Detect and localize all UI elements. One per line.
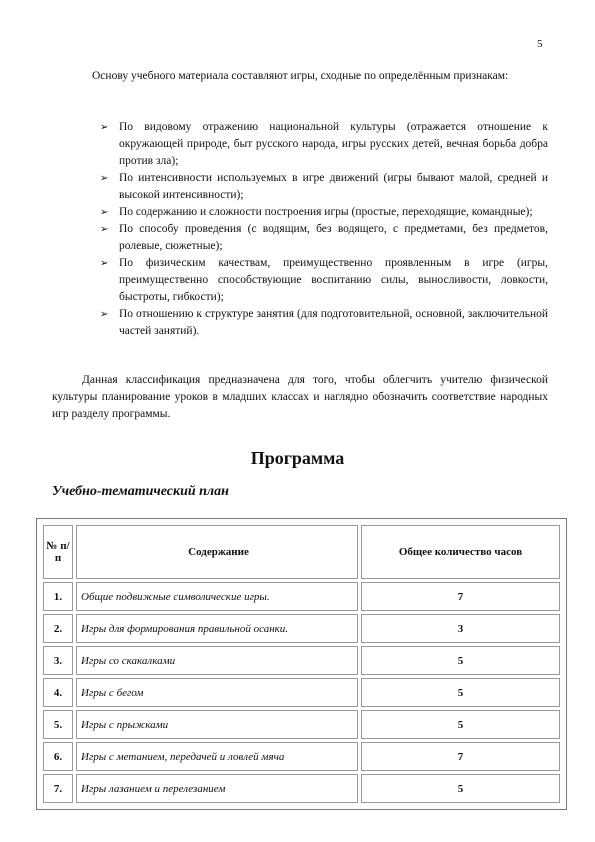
row-number: 1. <box>43 582 73 611</box>
row-hours: 5 <box>361 774 560 803</box>
row-hours: 7 <box>361 742 560 771</box>
list-item-text: По отношению к структуре занятия (для подготовительной, основной, заключительной частей занятий). <box>119 308 548 337</box>
row-number: 6. <box>43 742 73 771</box>
arrowhead-bullet-icon: ➢ <box>100 309 109 320</box>
page-number: 5 <box>537 38 543 50</box>
list-item-text: По видовому отражению национальной культуры (отражается отношение к окружающей природе, быт русского народа, игры русских детей, вечная борьба добра против зла); <box>119 121 548 167</box>
table-row <box>43 582 560 611</box>
list-item-text: По интенсивности используемых в игре движений (игры бывают малой, средней и высокой интенсивности); <box>119 172 548 201</box>
row-content: Игры с бегом <box>76 678 358 707</box>
table-row <box>43 710 560 739</box>
row-content: Игры с метанием, передачей и ловлей мяча <box>76 742 358 771</box>
intro-paragraph: Основу учебного материала составляют игры, сходные по определённым признакам: <box>92 70 509 82</box>
header-content: Содержание <box>76 525 358 579</box>
row-content: Общие подвижные символические игры. <box>76 582 358 611</box>
row-content: Игры лазанием и перелезанием <box>76 774 358 803</box>
arrowhead-bullet-icon: ➢ <box>100 224 109 235</box>
arrowhead-bullet-icon: ➢ <box>100 207 109 218</box>
classification-list <box>100 119 548 340</box>
section-subtitle: Учебно-тематический план <box>52 484 229 499</box>
row-number: 2. <box>43 614 73 643</box>
row-content: Игры со скакалками <box>76 646 358 675</box>
list-item-text: По физическим качествам, преимущественно проявленным в игре (игры, преимущественно способствующие воспитанию силы, выносливости, ловкости, быстроты, гибкости); <box>119 257 548 303</box>
table-row <box>43 774 560 803</box>
list-item-text: По способу проведения (с водящим, без водящего, с предметами, без предметов, ролевые, сюжетные); <box>119 223 548 252</box>
arrowhead-bullet-icon: ➢ <box>100 258 109 269</box>
row-hours: 5 <box>361 646 560 675</box>
row-number: 3. <box>43 646 73 675</box>
closing-paragraph: Данная классификация предназначена для того, чтобы облегчить учителю физической культуры планирование уроков в младших классах и наглядно обозначить соответствие народных игр разделу программы. <box>52 374 548 420</box>
table-row <box>43 646 560 675</box>
list-item <box>100 255 548 306</box>
table-row <box>43 678 560 707</box>
list-item <box>100 170 548 204</box>
header-hours: Общее количество часов <box>361 525 560 579</box>
curriculum-table <box>40 522 563 806</box>
table-row <box>43 742 560 771</box>
row-number: 4. <box>43 678 73 707</box>
header-number: № п/п <box>43 525 73 579</box>
table-row <box>43 614 560 643</box>
list-item <box>100 119 548 170</box>
row-number: 7. <box>43 774 73 803</box>
row-hours: 7 <box>361 582 560 611</box>
table-header-row <box>43 525 560 579</box>
row-number: 5. <box>43 710 73 739</box>
row-content: Игры с прыжками <box>76 710 358 739</box>
row-content: Игры для формирования правильной осанки. <box>76 614 358 643</box>
list-item-text: По содержанию и сложности построения игры (простые, переходящие, командные); <box>119 206 533 218</box>
row-hours: 3 <box>361 614 560 643</box>
arrowhead-bullet-icon: ➢ <box>100 122 109 133</box>
curriculum-table-frame <box>36 518 567 810</box>
list-item <box>100 306 548 340</box>
row-hours: 5 <box>361 710 560 739</box>
row-hours: 5 <box>361 678 560 707</box>
list-item <box>100 204 548 221</box>
arrowhead-bullet-icon: ➢ <box>100 173 109 184</box>
page-title: Программа <box>250 448 345 468</box>
list-item <box>100 221 548 255</box>
